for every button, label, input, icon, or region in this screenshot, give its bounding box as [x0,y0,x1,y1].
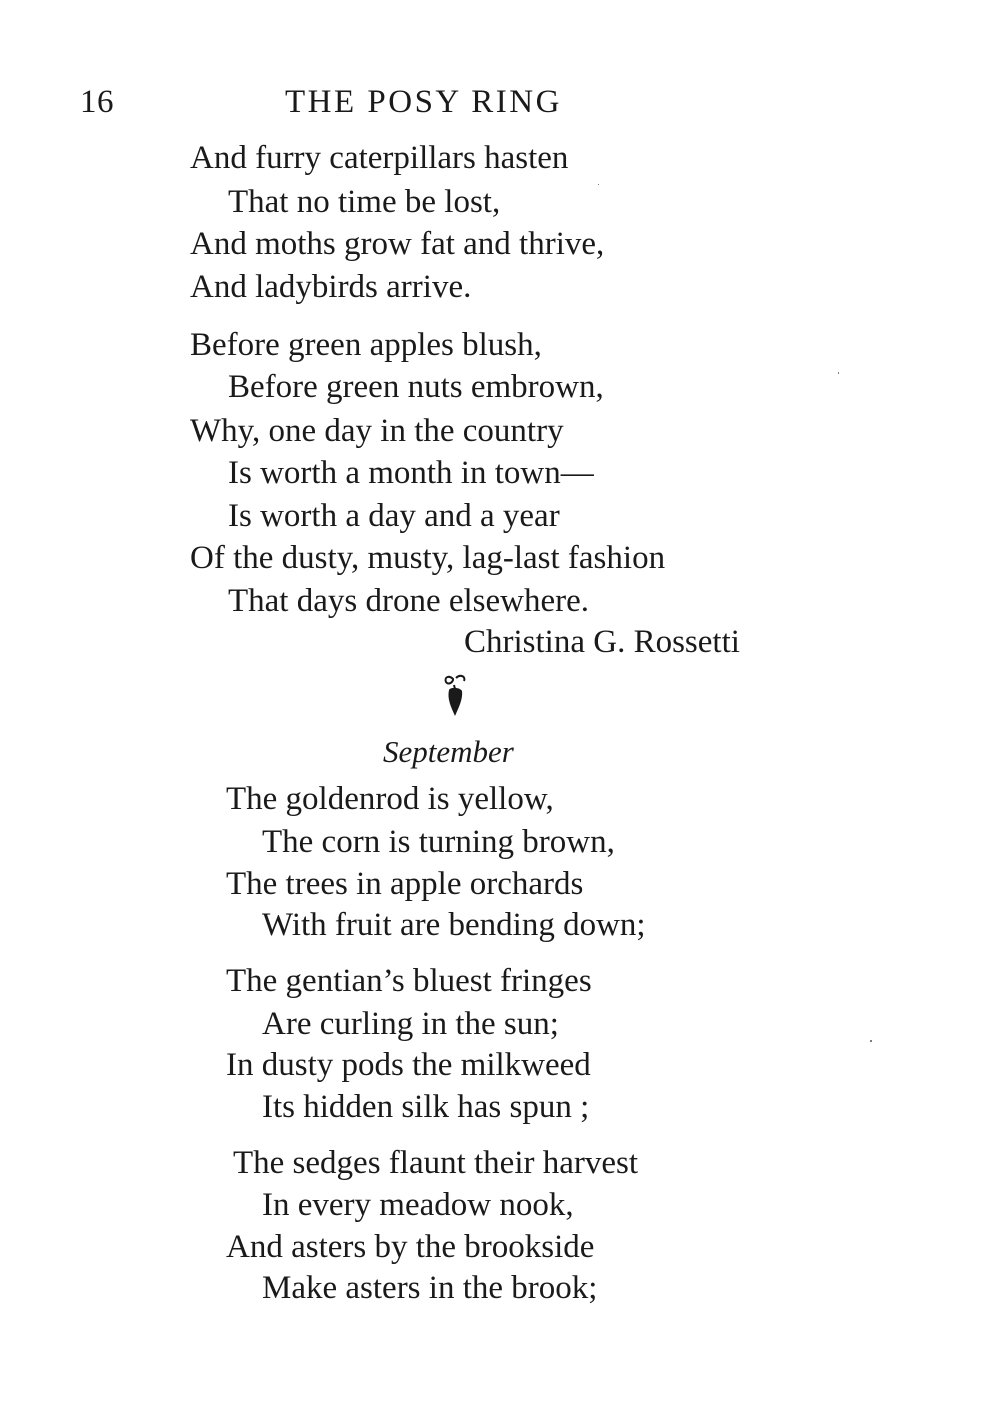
verse-line: And moths grow fat and thrive, [190,226,605,262]
verse-line: That no time be lost, [228,184,501,220]
leaf-ornament-icon [440,673,470,721]
verse-line: Are curling in the sun; [262,1006,559,1042]
verse-line: And asters by the brookside [226,1229,595,1265]
verse-line: Why, one day in the country [190,413,564,449]
verse-line: Of the dusty, musty, lag-last fashion [190,540,666,576]
verse-line: The trees in apple orchards [226,866,584,902]
verse-line: That days drone elsewhere. [228,583,590,619]
verse-line: And ladybirds arrive. [190,269,472,305]
verse-line: With fruit are bending down; [262,907,646,943]
poem-author: Christina G. Rossetti [464,624,740,660]
verse-line: The corn is turning brown, [262,824,615,860]
scan-speck [870,1040,872,1042]
verse-line: In dusty pods the milkweed [226,1047,591,1083]
page-number: 16 [80,84,114,120]
verse-line: Its hidden silk has spun ; [262,1089,590,1125]
verse-line: Before green nuts embrown, [228,369,604,405]
verse-line: Make asters in the brook; [262,1270,598,1306]
scan-speck [838,372,839,374]
verse-line: The goldenrod is yellow, [226,781,554,817]
verse-line: In every meadow nook, [262,1187,574,1223]
verse-line: The gentian’s bluest fringes [226,963,592,999]
verse-line: Before green apples blush, [190,327,542,363]
verse-line: Is worth a day and a year [228,498,560,534]
poem-title: September [383,734,514,769]
verse-line: The sedges flaunt their harvest [233,1145,639,1181]
verse-line: And furry caterpillars hasten [190,140,569,176]
scan-speck [598,184,599,185]
running-head: THE POSY RING [285,84,562,120]
verse-line: Is worth a month in town— [228,455,594,491]
